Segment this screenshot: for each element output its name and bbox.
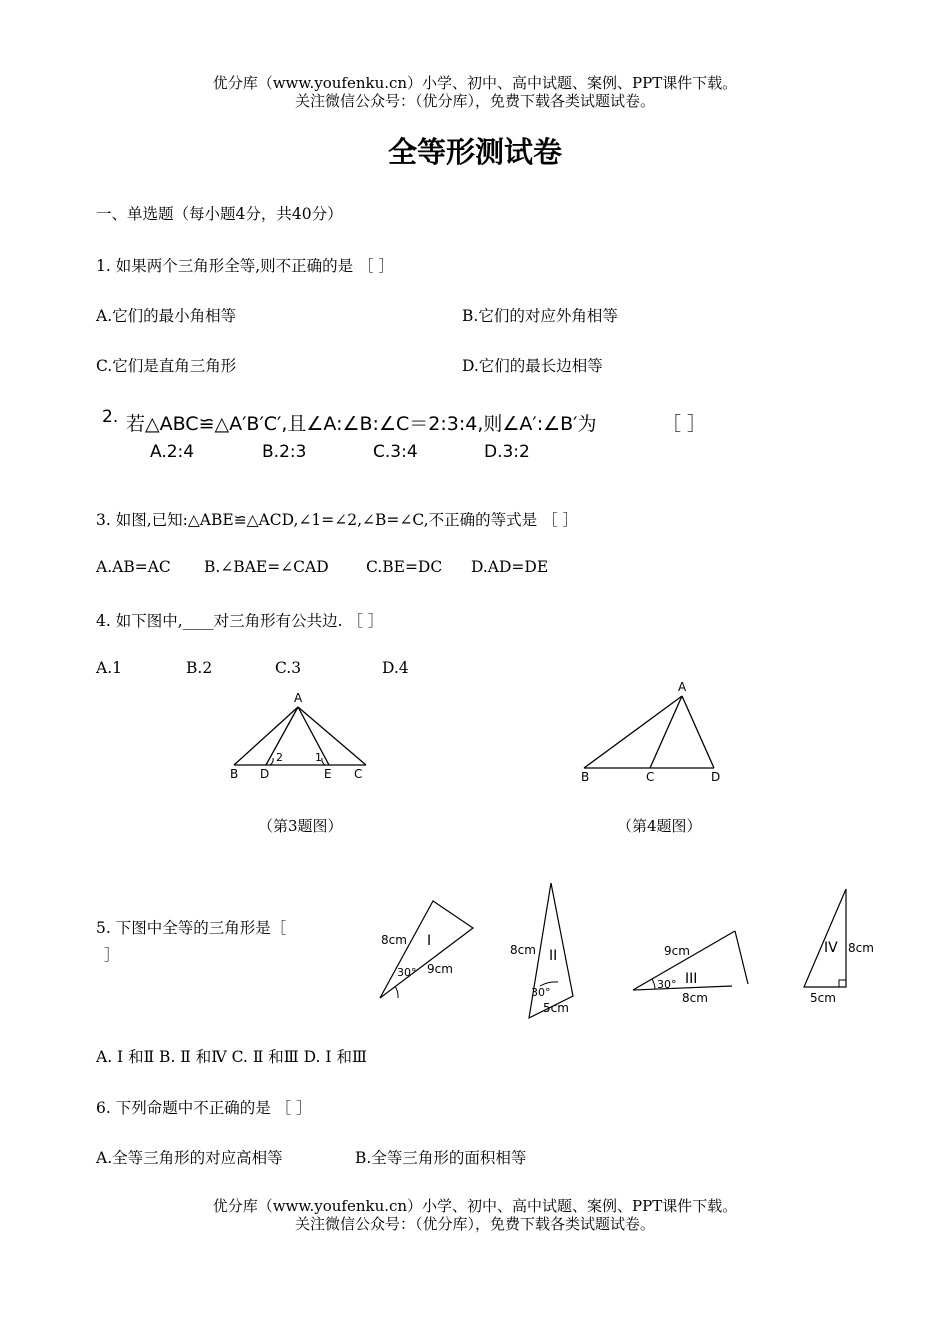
- q3-option-b: B.∠BAE=∠CAD: [204, 558, 329, 576]
- fig3-label-b: B: [230, 767, 239, 781]
- triangle-1-figure: [375, 896, 479, 1004]
- q1-option-d: D.它们的最长边相等: [462, 357, 603, 375]
- triangle-2-side-8cm: 8cm: [510, 943, 536, 957]
- q3-stem: 3. 如图,已知:△ABE≌△ACD,∠1=∠2,∠B=∠C,不正确的等式是 ［ ］: [96, 511, 578, 529]
- triangle-4-roman: IV: [824, 940, 838, 956]
- triangle-3-side-8cm: 8cm: [682, 991, 708, 1005]
- q3-option-a: A.AB=AC: [96, 558, 171, 576]
- triangle-1-roman: I: [427, 933, 432, 949]
- figure-4-caption: （第4题图）: [617, 817, 702, 835]
- q2-stem: 若△ABC≌△A′B′C′,且∠A:∠B:∠C＝2:3:4,则∠A′:∠B′为: [126, 413, 597, 435]
- q3-option-d: D.AD=DE: [471, 558, 549, 576]
- triangle-2-angle: 30°: [531, 986, 551, 999]
- page-footer-line2: 关注微信公众号：（优分库），免费下载各类试题试卷。: [294, 1215, 655, 1233]
- triangle-2-side-5cm: 5cm: [543, 1001, 569, 1015]
- fig3-label-e: E: [324, 767, 332, 781]
- triangle-1-side-8cm: 8cm: [381, 933, 407, 947]
- fig3-label-a: A: [294, 691, 303, 705]
- q4-option-b: B.2: [186, 659, 213, 677]
- q1-option-c: C.它们是直角三角形: [96, 357, 237, 375]
- q5-stem-line2: ］: [104, 946, 120, 964]
- triangle-3-figure: [628, 922, 752, 1006]
- triangle-4-side-8cm: 8cm: [848, 941, 874, 955]
- q2-option-d: D.3:2: [484, 442, 530, 462]
- q2-bracket: ［ ］: [662, 413, 707, 435]
- triangle-2-roman: II: [549, 948, 558, 964]
- fig4-label-b: B: [581, 770, 590, 784]
- triangle-4-side-5cm: 5cm: [810, 991, 836, 1005]
- q2-number: 2.: [102, 407, 119, 427]
- triangle-2-figure: [507, 878, 579, 1024]
- q4-stem: 4. 如下图中,____对三角形有公共边. ［ ］: [96, 612, 384, 630]
- triangle-3-side-9cm: 9cm: [664, 944, 690, 958]
- page-title: 全等形测试卷: [387, 135, 562, 169]
- q6-option-b: B.全等三角形的面积相等: [355, 1149, 527, 1167]
- q2-option-b: B.2:3: [262, 442, 307, 462]
- q1-stem: 1. 如果两个三角形全等,则不正确的是 ［ ］: [96, 257, 394, 275]
- page-header-line2: 关注微信公众号：（优分库），免费下载各类试题试卷。: [294, 92, 655, 110]
- q1-option-a: A.它们的最小角相等: [96, 307, 237, 325]
- triangle-3-roman: III: [685, 971, 698, 987]
- triangle-4-figure: [798, 884, 878, 1008]
- q4-option-d: D.4: [382, 659, 409, 677]
- fig3-label-c: C: [354, 767, 363, 781]
- q2-option-a: A.2:4: [150, 442, 195, 462]
- figure-3-diagram: [226, 688, 376, 784]
- q6-option-a: A.全等三角形的对应高相等: [96, 1149, 283, 1167]
- section-heading: 一、单选题（每小题4分，共40分）: [96, 205, 343, 223]
- fig3-label-d: D: [260, 767, 270, 781]
- q3-option-c: C.BE=DC: [366, 558, 443, 576]
- q2-option-c: C.3:4: [373, 442, 418, 462]
- q4-option-c: C.3: [275, 659, 302, 677]
- q4-option-a: A.1: [96, 659, 122, 677]
- fig4-label-d: D: [711, 770, 721, 784]
- fig3-angle-2: 2: [276, 751, 283, 764]
- page-header-line1: 优分库（www.youfenku.cn）小学、初中、高中试题、案例、PPT课件下载。: [212, 74, 738, 92]
- figure-4-diagram: [574, 680, 730, 786]
- figure-3-caption: （第3题图）: [258, 817, 343, 835]
- triangle-3-angle: 30°: [657, 978, 677, 991]
- q1-option-b: B.它们的对应外角相等: [462, 307, 618, 325]
- fig3-angle-1: 1: [315, 751, 322, 764]
- q5-stem-line1: 5. 下图中全等的三角形是［: [96, 919, 287, 937]
- triangle-1-angle: 30°: [397, 966, 417, 979]
- triangle-1-side-9cm: 9cm: [427, 962, 453, 976]
- q5-options: A. Ⅰ 和Ⅱ B. Ⅱ 和Ⅳ C. Ⅱ 和Ⅲ D. Ⅰ 和Ⅲ: [96, 1048, 367, 1066]
- fig4-label-a: A: [678, 680, 687, 694]
- page-footer-line1: 优分库（www.youfenku.cn）小学、初中、高中试题、案例、PPT课件下载。: [212, 1197, 738, 1215]
- fig4-label-c: C: [646, 770, 655, 784]
- q6-stem: 6. 下列命题中不正确的是 ［ ］: [96, 1099, 312, 1117]
